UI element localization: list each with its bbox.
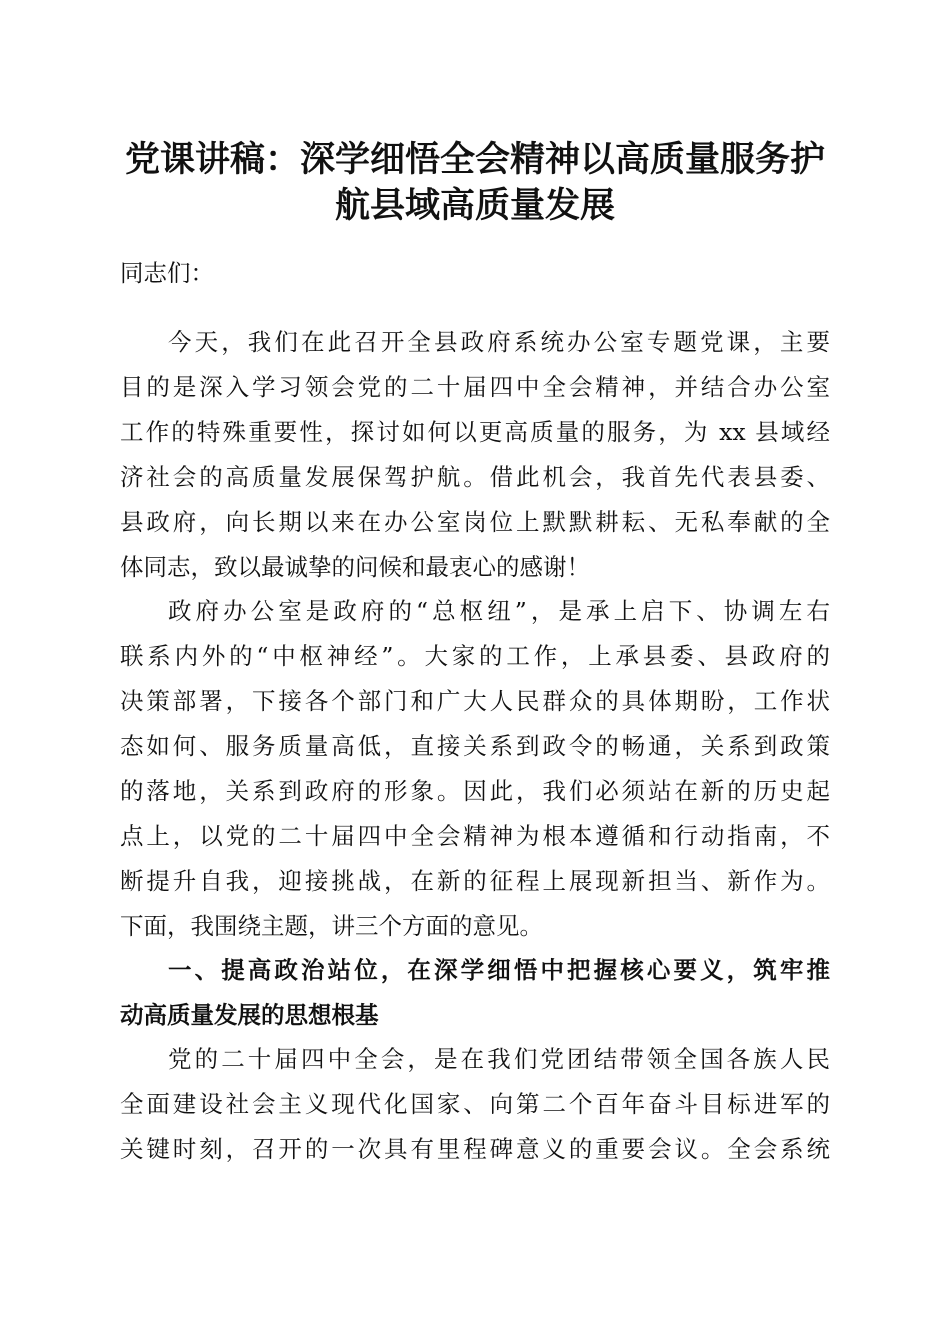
paragraph-1-line-1: 今天，我们在此召开全县政府系统办公室专题党课，主要 [168,328,830,356]
paragraph-2-line-4: 态如何、服务质量高低，直接关系到政令的畅通，关系到政策 [120,732,830,760]
paragraph-2-line-7: 断提升自我，迎接挑战，在新的征程上展现新担当、新作为。 [120,867,830,895]
document-title-line-1: 党课讲稿：深学细悟全会精神以高质量服务护 [124,140,825,180]
paragraph-2-line-6: 点上，以党的二十届四中全会精神为根本遵循和行动指南，不 [120,822,830,850]
document-title-line-2: 航县域高质量发展 [334,186,615,226]
paragraph-2-line-2: 联系内外的“中枢神经”。大家的工作，上承县委、县政府的 [120,642,830,670]
section-paragraph-line-2: 全面建设社会主义现代化国家、向第二个百年奋斗目标进军的 [120,1090,830,1118]
paragraph-1-line-4: 济社会的高质量发展保驾护航。借此机会，我首先代表县委、 [120,463,830,491]
paragraph-1-line-5: 县政府，向长期以来在办公室岗位上默默耕耘、无私奉献的全 [120,508,830,536]
salutation: 同志们： [120,259,214,287]
section-heading-line-1: 一、提高政治站位，在深学细悟中把握核心要义，筑牢推 [168,956,830,984]
section-paragraph-line-3: 关键时刻，召开的一次具有里程碑意义的重要会议。全会系统 [120,1135,830,1163]
paragraph-1-line-2: 目的是深入学习领会党的二十届四中全会精神，并结合办公室 [120,373,830,401]
section-paragraph-line-1: 党的二十届四中全会，是在我们党团结带领全国各族人民 [168,1045,830,1073]
paragraph-1-line-3: 工作的特殊重要性，探讨如何以更高质量的服务，为 xx 县域经 [120,418,830,446]
paragraph-1-line-6: 体同志，致以最诚挚的问候和最衷心的感谢！ [120,553,590,581]
paragraph-2-line-8: 下面，我围绕主题，讲三个方面的意见。 [120,912,543,940]
paragraph-2-line-3: 决策部署，下接各个部门和广大人民群众的具体期盼，工作状 [120,687,830,715]
paragraph-2-line-5: 的落地，关系到政府的形象。因此，我们必须站在新的历史起 [120,777,830,805]
paragraph-2-line-1: 政府办公室是政府的“总枢纽”，是承上启下、协调左右 [168,597,830,625]
section-heading-line-2: 动高质量发展的思想根基 [120,1001,379,1029]
